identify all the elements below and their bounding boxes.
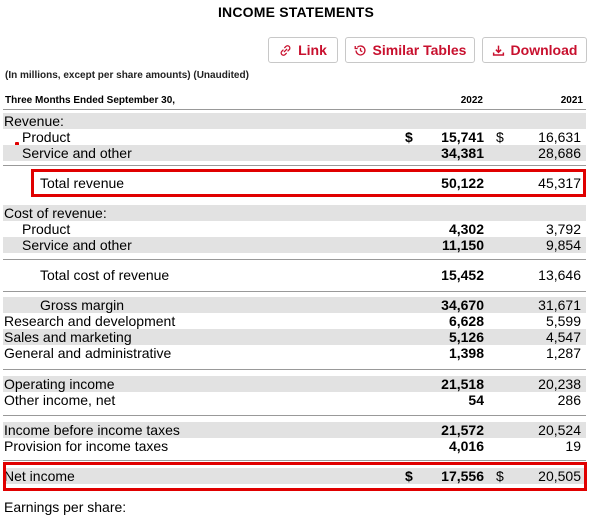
value-2022: 15,452 [441,267,484,283]
value-2022: 21,518 [441,376,484,392]
value-2021: 20,505 [538,468,581,484]
row-label: Service and other [22,145,132,161]
value-2021: 4,547 [545,329,581,345]
row-divider [3,415,586,416]
table-row [3,267,586,283]
table-row [3,422,586,438]
value-2021: 16,631 [538,129,581,145]
value-2022: 50,122 [441,175,484,191]
value-2021: 31,671 [538,297,581,313]
row-label: Net income [4,468,75,484]
value-2021: 286 [557,392,581,408]
value-2021: 9,854 [545,237,581,253]
table-row [3,237,586,253]
row-label: Operating income [4,376,115,392]
net-income-highlight [3,462,587,491]
value-2022: 5,126 [448,329,484,345]
row-divider [3,460,586,461]
table-row [3,129,586,145]
similar-tables-button[interactable] [345,37,475,63]
table-row [3,297,586,313]
dollar-sign: $ [405,468,413,484]
row-label: Research and development [4,313,176,329]
value-2022: 34,381 [441,145,484,161]
value-2021: 13,646 [538,267,581,283]
revenue-heading: Revenue: [4,113,64,129]
value-2021: 1,287 [545,345,581,361]
row-divider [3,165,586,166]
dollar-sign: $ [496,129,504,145]
value-2022: 4,016 [448,438,484,454]
table-row [3,376,586,392]
units-note: (In millions, except per share amounts) (Unaudited) [5,70,249,81]
table-row [3,392,586,408]
page-title: INCOME STATEMENTS [217,4,375,20]
value-2022: 21,572 [441,422,484,438]
table-row [3,438,586,454]
row-divider [3,369,586,370]
value-2022: 4,302 [448,221,484,237]
value-2021: 19 [565,438,581,454]
history-icon [354,44,367,57]
similar-tables-label: Similar Tables [372,42,467,58]
row-label: Sales and marketing [4,329,132,345]
value-2022: 1,398 [448,345,484,361]
header-divider [3,109,586,110]
table-row [3,221,586,237]
dollar-sign: $ [405,129,413,145]
cost-heading: Cost of revenue: [4,205,107,221]
value-2022: 6,628 [448,313,484,329]
download-label: Download [510,42,578,58]
value-2022: 17,556 [441,468,484,484]
download-icon [492,44,505,57]
year-2022-header: 2022 [460,95,483,106]
table-row [3,499,586,515]
row-label: Provision for income taxes [4,438,169,454]
value-2021: 5,599 [545,313,581,329]
row-label: Total revenue [40,175,125,191]
table-row [3,313,586,329]
row-divider [3,259,586,260]
table-row [3,145,586,161]
download-button[interactable] [482,37,587,63]
table-row [3,113,586,129]
year-2021-header: 2021 [560,95,583,106]
value-2022: 34,670 [441,297,484,313]
row-label: General and administrative [4,345,172,361]
link-icon [279,44,292,57]
period-header: Three Months Ended September 30, [5,95,176,106]
total-revenue-highlight [31,169,586,197]
value-2022: 11,150 [441,237,484,253]
value-2021: 20,524 [538,422,581,438]
row-label: Income before income taxes [4,422,180,438]
table-row [3,329,586,345]
link-button[interactable] [268,37,338,63]
row-label: Service and other [22,237,132,253]
row-divider [3,291,586,292]
value-2021: 45,317 [538,175,581,191]
table-row [3,345,586,361]
row-label: Gross margin [40,297,125,313]
value-2021: 3,792 [545,221,581,237]
value-2021: 28,686 [538,145,581,161]
row-label: Other income, net [4,392,116,408]
dollar-sign: $ [496,468,504,484]
row-label: Product [22,221,71,237]
row-label: Product [22,129,71,145]
value-2021: 20,238 [538,376,581,392]
link-label: Link [298,42,327,58]
table-row [3,205,586,221]
eps-heading: Earnings per share: [4,499,127,515]
row-label: Total cost of revenue [40,267,170,283]
value-2022: 54 [468,392,484,408]
value-2022: 15,741 [441,129,484,145]
